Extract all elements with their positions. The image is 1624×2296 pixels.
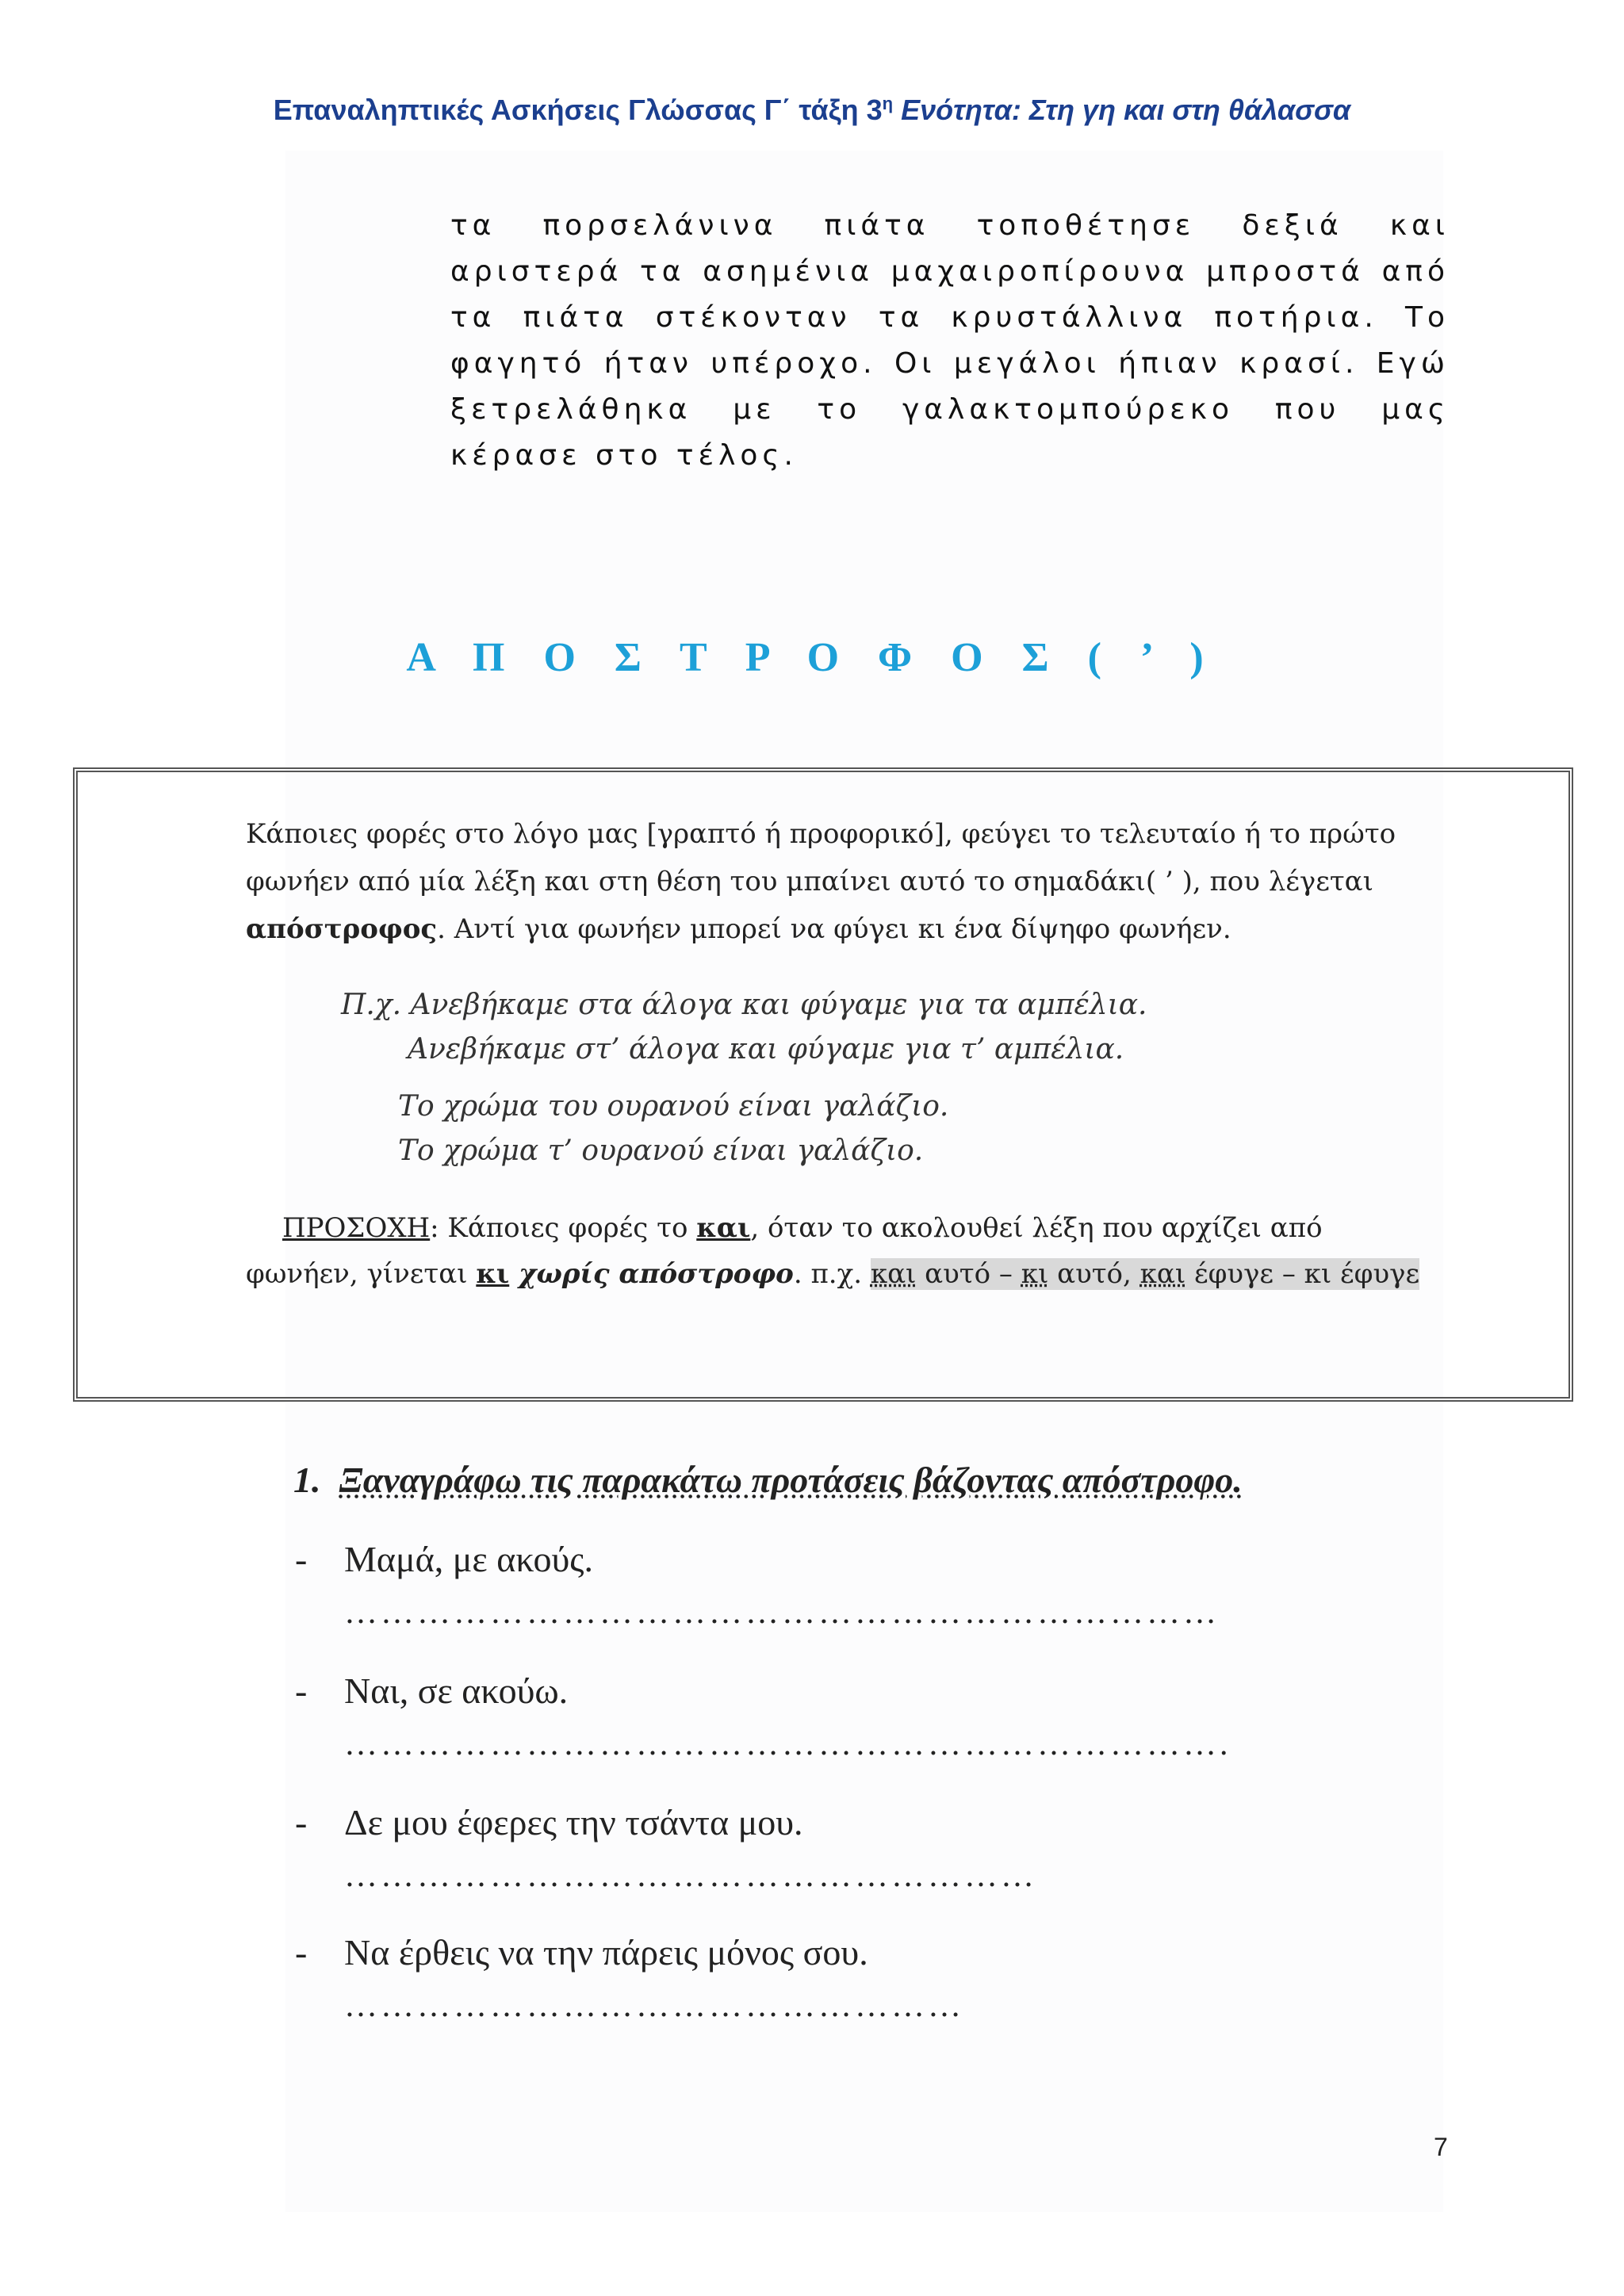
exercise-item-2 [295, 1670, 568, 1712]
exercise-dash: - [295, 1932, 308, 1973]
rule-line-2: φωνήεν από μία λέξη και στη θέση του μπαίνει αυτό το σημαδάκι( ’ ), που λέγεται [246, 866, 1373, 897]
notice-example-f: έφυγε – κι έφυγε [1185, 1258, 1420, 1290]
exercise-dash: - [295, 1670, 308, 1711]
exercise-dash: - [295, 1802, 308, 1843]
rule-line-1: Κάποιες φορές στο λόγο μας [γραπτό ή προφορικό], φεύγει το τελευταίο ή το πρώτο [246, 818, 1396, 850]
exercise-sentence: Να έρθεις να την πάρεις μόνος σου. [344, 1932, 868, 1973]
exercise-sentence: Ναι, σε ακούω. [344, 1670, 569, 1711]
notice-ki: κι [476, 1258, 510, 1290]
rule-line-3-rest: . Αντί για φωνήεν μπορεί να φύγει κι ένα δίψηφο φωνήεν. [437, 913, 1231, 945]
example-2: Ανεβήκαμε στ’ άλογα και φύγαμε για τ’ αμπέλια. [408, 1033, 1124, 1066]
answer-line-3[interactable]: ………………………………………………… [344, 1858, 1037, 1894]
notice-example-c: κι [1021, 1258, 1049, 1290]
answer-line-2[interactable]: ………………………………………………………………. [344, 1726, 1231, 1762]
notice-text-1: : Κάποιες φορές το [430, 1212, 697, 1244]
examples [341, 983, 1147, 1173]
notice-text-3: φωνήεν, γίνεται [246, 1258, 477, 1290]
story-paragraph: τα πορσελάνινα πιάτα τοποθέτησε δεξιά και αριστερά τα ασημένια μαχαιροπίρουνα μπροστά από τα πιάτα στέκονταν τα κρυστάλλινα ποτήρια. Το φαγητό ήταν υπέροχο. Οι μεγάλοι ήπιαν κρασί. Εγώ ξετρελάθηκα με το γαλακτομπούρεκο που μας κέρασε στο τέλος. [450, 209, 1450, 472]
notice-example-b: αυτό – [916, 1258, 1021, 1290]
exercise-sentence: Μαμά, με ακούς. [344, 1539, 594, 1579]
rule-term: απόστροφος [246, 913, 438, 945]
header-title-sup: η [882, 94, 894, 113]
exercise-dash: - [295, 1539, 308, 1579]
section-title: Α Π Ο Σ Τ Ρ Ο Φ Ο Σ ( ’ ) [406, 635, 1218, 680]
page-number: 7 [1434, 2133, 1448, 2161]
rule-text [246, 810, 1435, 953]
notice-example-d: αυτό, [1048, 1258, 1140, 1290]
answer-line-4[interactable]: …………………………………………… [344, 1988, 964, 2024]
notice-line-1 [246, 1205, 1483, 1251]
notice-example-a: και [870, 1258, 917, 1290]
header-title-part1: Επαναληπτικές Ασκήσεις Γλώσσας Γ΄ τάξη 3 [273, 94, 883, 126]
notice-label: ΠΡΟΣΟΧΗ [282, 1212, 431, 1244]
rule-line-3 [246, 905, 1435, 953]
notice-kai: και [696, 1212, 751, 1244]
notice [246, 1205, 1483, 1297]
exercise-item-4 [295, 1931, 868, 1973]
notice-example-e: και [1139, 1258, 1186, 1290]
notice-line-2 [246, 1251, 1483, 1297]
example-3: Το χρώμα του ουρανού είναι γαλάζιο. [398, 1090, 949, 1123]
notice-text-4: χωρίς απόστροφο [509, 1258, 794, 1290]
exercise-sentence: Δε μου έφερες την τσάντα μου. [344, 1802, 803, 1843]
header-title-part2: Ενότητα: Στη γη και στη θάλασσα [893, 94, 1351, 126]
exercise-item-1 [295, 1538, 593, 1580]
exercise-title [293, 1459, 1243, 1501]
exercise-item-3 [295, 1801, 803, 1843]
example-1: Π.χ. Ανεβήκαμε στα άλογα και φύγαμε για τα αμπέλια. [341, 989, 1147, 1021]
page-header [0, 94, 1624, 127]
notice-example [871, 1258, 1419, 1290]
exercise-number: 1. [293, 1460, 321, 1500]
answer-line-1[interactable]: ……………………………………………………………… [344, 1594, 1220, 1631]
exercise-title-text: Ξαναγράφω τις παρακάτω προτάσεις βάζοντας απόστροφο. [339, 1460, 1243, 1500]
example-4: Το χρώμα τ’ ουρανού είναι γαλάζιο. [398, 1135, 924, 1167]
notice-text-5: . π.χ. [793, 1258, 871, 1290]
notice-text-2: , όταν το ακολουθεί λέξη που αρχίζει από [750, 1212, 1323, 1244]
